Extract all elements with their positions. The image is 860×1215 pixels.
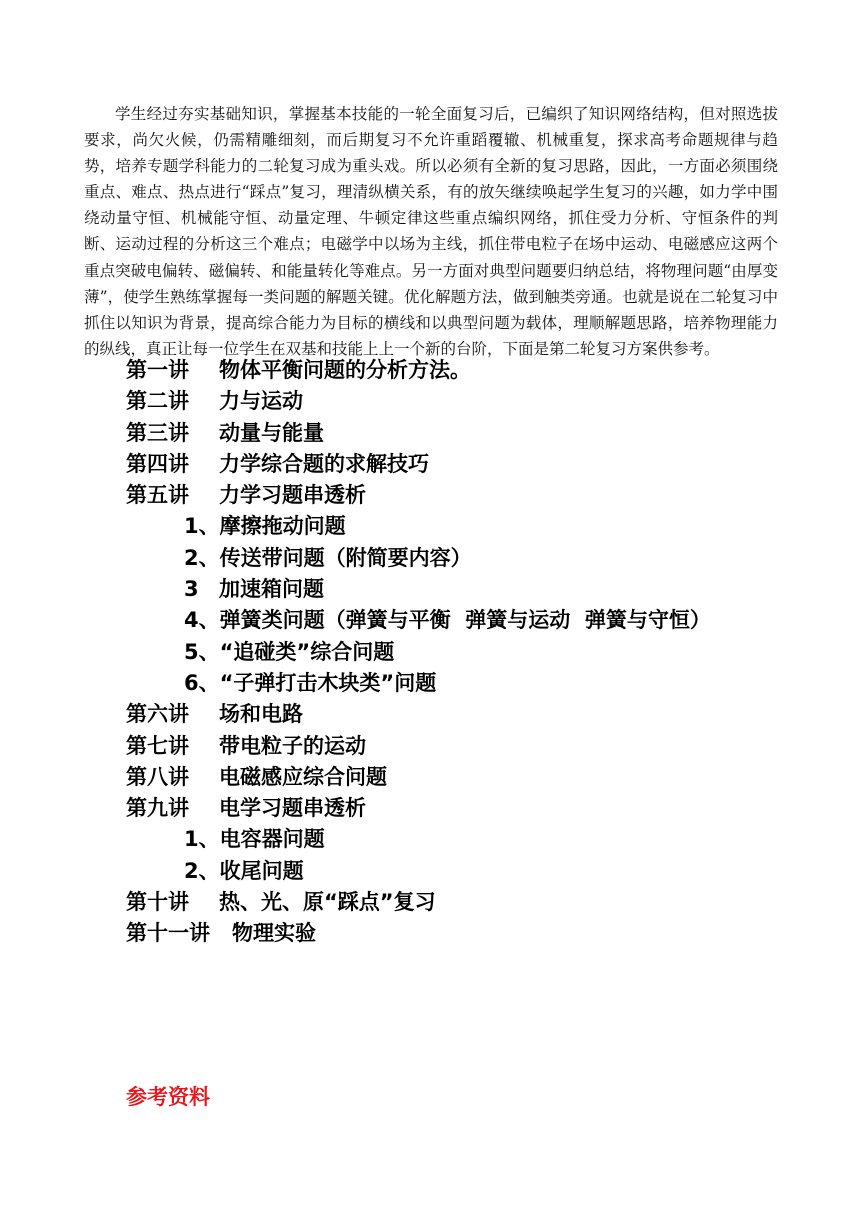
topic-title: “追碰类”综合问题 <box>219 639 395 664</box>
topic-number: 4、 <box>184 608 220 633</box>
lecture-number: 第八讲 <box>126 764 189 789</box>
lecture-7 <box>126 731 826 762</box>
lecture-number: 第十讲 <box>126 890 189 915</box>
lecture-title: 力学习题串透析 <box>219 483 366 508</box>
topic-title: 加速箱问题 <box>219 577 324 602</box>
lecture-3 <box>126 418 826 449</box>
lecture-number: 第九讲 <box>126 796 189 821</box>
topic-number: 3 <box>184 577 199 602</box>
intro-paragraph: 学生经过夯实基础知识，掌握基本技能的一轮全面复习后，已编织了知识网络结构，但对照选拔要求，尚欠火候，仍需精雕细刻，而后期复习不允许重蹈覆辙、机械重复，探求高考命题规律与趋势，培养专题学科能力的二轮复习成为重头戏。所以必须有全新的复习思路，因此，一方面必须围绕重点、难点、热点进行“踩点”复习，理清纵横关系，有的放矢继续唤起学生复习的兴趣，如力学中围绕动量守恒、机械能守恒、动量定理、牛顿定律这些重点编织网络，抓住受力分析、守恒条件的判断、运动过程的分析这三个难点；电磁学中以场为主线，抓住带电粒子在场中运动、电磁感应这两个重点突破电偏转、磁偏转、和能量转化等难点。另一方面对典型问题要归纳总结，将物理问题“由厚变薄”，使学生熟练掌握每一类问题的解题关键。优化解题方法，做到触类旁通。也就是说在二轮复习中抓住以知识为背景，提高综合能力为目标的横线和以典型问题为载体，理顺解题思路，培养物理能力的纵线，真正让每一位学生在双基和技能上上一个新的台阶，下面是第二轮复习方案供参考。 <box>84 105 778 358</box>
lecture-number: 第一讲 <box>126 358 189 382</box>
topic-title: “子弹打击木块类”问题 <box>219 670 437 695</box>
lecture-number: 第三讲 <box>126 420 189 445</box>
lecture-5-topic-3 <box>126 574 826 605</box>
topic-title: 电容器问题 <box>219 827 325 852</box>
topic-title: 传送带问题（附简要内容） <box>219 545 472 570</box>
topic-number: 2、 <box>184 858 220 883</box>
lecture-title: 电磁感应综合问题 <box>219 764 387 789</box>
lecture-5-topic-5 <box>126 637 826 668</box>
lecture-title: 带电粒子的运动 <box>219 733 366 758</box>
lecture-9-topic-1 <box>126 824 826 855</box>
lecture-title: 力与运动 <box>219 389 303 414</box>
lecture-title: 动量与能量 <box>219 420 324 445</box>
topic-title: 弹簧类问题（弹簧与平衡 弹簧与运动 弹簧与守恒） <box>219 608 711 633</box>
lecture-number: 第十一讲 <box>126 921 210 946</box>
lecture-outline <box>126 355 826 950</box>
lecture-9 <box>126 793 826 824</box>
topic-title: 摩擦拖动问题 <box>219 514 346 539</box>
lecture-5-topic-4 <box>126 605 826 636</box>
lecture-6 <box>126 699 826 730</box>
lecture-title: 场和电路 <box>219 702 303 727</box>
references-heading: 参考资料 <box>126 1085 210 1109</box>
lecture-5-topic-1 <box>126 511 826 542</box>
lecture-9-topic-2 <box>126 856 826 887</box>
topic-title: 收尾问题 <box>219 858 304 883</box>
lecture-title: 物理实验 <box>232 921 316 946</box>
lecture-number: 第六讲 <box>126 702 189 727</box>
lecture-5-topic-6 <box>126 668 826 699</box>
lecture-11 <box>126 918 826 949</box>
lecture-8 <box>126 762 826 793</box>
lecture-number: 第七讲 <box>126 733 189 758</box>
lecture-1 <box>126 355 826 386</box>
lecture-title: 电学习题串透析 <box>219 796 366 821</box>
lecture-title: 热、光、原“踩点”复习 <box>219 890 436 915</box>
lecture-4 <box>126 449 826 480</box>
topic-number: 5、 <box>184 639 220 664</box>
lecture-10 <box>126 887 826 918</box>
lecture-number: 第二讲 <box>126 389 189 414</box>
topic-number: 1、 <box>184 827 220 852</box>
lecture-title: 力学综合题的求解技巧 <box>219 451 429 476</box>
lecture-5 <box>126 480 826 511</box>
topic-number: 6、 <box>184 670 220 695</box>
lecture-title: 物体平衡问题的分析方法。 <box>219 358 471 382</box>
lecture-2 <box>126 386 826 417</box>
lecture-number: 第五讲 <box>126 483 189 508</box>
topic-number: 2、 <box>184 545 220 570</box>
topic-number: 1、 <box>184 514 220 539</box>
lecture-number: 第四讲 <box>126 451 189 476</box>
lecture-5-topic-2 <box>126 543 826 574</box>
